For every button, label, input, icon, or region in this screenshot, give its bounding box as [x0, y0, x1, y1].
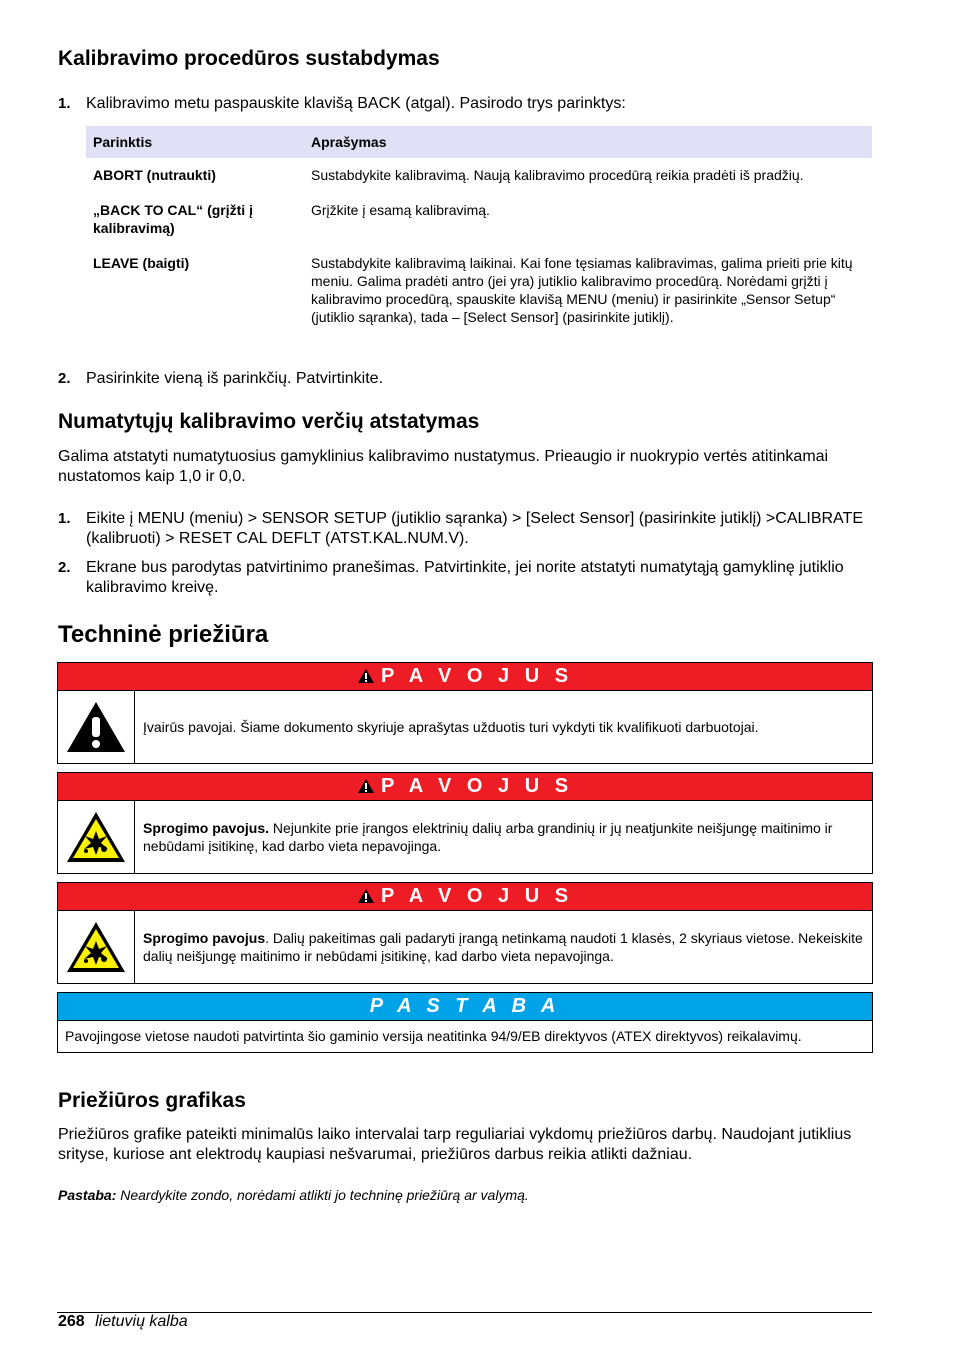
danger-label: P A V O J U S — [380, 775, 574, 797]
step-number: 2. — [58, 559, 71, 576]
table-header-option: Parinktis — [86, 126, 304, 158]
warning-triangle-icon — [357, 778, 375, 794]
danger-header — [58, 883, 872, 911]
danger-header — [58, 663, 872, 691]
step-number: 1. — [58, 95, 71, 112]
danger-text — [135, 911, 872, 983]
page-number: 268 — [58, 1313, 85, 1330]
table-row — [86, 193, 872, 246]
table-header-row — [86, 126, 872, 158]
step-text: Ekrane bus parodytas patvirtinimo pranešimas. Patvirtinkite, jei norite atstatyti numatytąją gamyklinę jutiklio kalibravimo kreivę. — [86, 559, 844, 596]
description-cell: Sustabdykite kalibravimą. Naują kalibravimo procedūrą reikia pradėti iš pradžių. — [311, 167, 804, 183]
danger-box — [57, 882, 873, 984]
danger-text-bold: Sprogimo pavojus — [143, 930, 266, 946]
warning-triangle-icon — [64, 699, 128, 755]
step-text: Pasirinkite vieną iš parinkčių. Patvirtinkite. — [86, 370, 384, 387]
step-number: 2. — [58, 370, 71, 387]
footer — [58, 1313, 188, 1331]
option-cell: „BACK TO CAL“ (grįžti į kalibravimą) — [93, 202, 253, 236]
warning-triangle-icon — [357, 668, 375, 684]
step-text: Eikite į MENU (meniu) > SENSOR SETUP (jutiklio sąranka) > [Select Sensor] (pasirinkite jutiklį) >CALIBRATE (kalibruoti) > RESET CAL DEFLT (ATST.KAL.NUM.V). — [86, 510, 863, 547]
table-row — [86, 158, 872, 193]
section-title-maintenance: Techninė priežiūra — [58, 621, 269, 648]
danger-header — [58, 773, 872, 801]
explosion-icon-cell — [58, 801, 135, 873]
danger-label: P A V O J U S — [380, 665, 574, 687]
section-intro: Galima atstatyti numatytuosius gamyklinius kalibravimo nustatymus. Prieaugio ir nuokrypio vertės atitinkamai nustatomos kaip 1,0 ir 0,0. — [58, 448, 829, 485]
maintenance-note — [58, 1186, 529, 1204]
danger-text-body: Nejunkite prie įrangos elektrinių dalių arba grandinių ir jų neatjunkite neišjungę maitinimo ir nebūdami įsitikinę, kad darbo vieta nepavojinga. — [143, 820, 833, 854]
general-warning-icon-cell — [58, 691, 135, 763]
danger-text: Įvairūs pavojai. Šiame dokumento skyriuje aprašytas užduotis turi vykdyti tik kvalifikuoti darbuotojai. — [143, 719, 759, 735]
explosion-icon-cell — [58, 911, 135, 983]
explosion-hazard-icon — [64, 809, 128, 865]
warning-triangle-icon — [357, 888, 375, 904]
step-number: 1. — [58, 510, 71, 527]
danger-text-body: . Dalių pakeitimas gali padaryti įrangą netinkamą naudoti 1 klasės, 2 skyriaus vietose. Nekeiskite dalių neišjungę maitinimo ir nebūdami įsitikinę, kad darbo vieta nepavojinga. — [143, 930, 863, 964]
danger-box — [57, 662, 873, 764]
note-label: Pastaba: — [58, 1187, 117, 1203]
option-cell: LEAVE (baigti) — [93, 255, 190, 271]
note-text: Pavojingose vietose naudoti patvirtinta šio gaminio versija neatitinka 94/9/EB direktyvos (ATEX direktyvos) reikalavimų. — [65, 1028, 802, 1044]
section-body: Priežiūros grafike pateikti minimalūs laiko intervalai tarp reguliariai vykdomų priežiūros darbų. Naudojant jutiklius srityse, kuriose ant elektrodų kaupiasi nešvarumai, priežiūros darbus reikia atlikti dažniau. — [58, 1126, 852, 1163]
description-cell: Grįžkite į esamą kalibravimą. — [311, 202, 490, 218]
danger-text-bold: Sprogimo pavojus. — [143, 820, 270, 836]
option-cell: ABORT (nutraukti) — [93, 167, 216, 183]
options-table — [86, 126, 872, 335]
note-box — [57, 992, 873, 1053]
explosion-hazard-icon — [64, 919, 128, 975]
danger-label: P A V O J U S — [380, 885, 574, 907]
note-body: Neardykite zondo, norėdami atlikti jo techninę priežiūrą ar valymą. — [116, 1187, 529, 1203]
danger-box — [57, 772, 873, 874]
step-text: Kalibravimo metu paspauskite klavišą BACK (atgal). Pasirodo trys parinktys: — [86, 95, 626, 112]
danger-text — [135, 801, 872, 873]
section-title-maintenance-schedule: Priežiūros grafikas — [58, 1089, 246, 1112]
footer-language: lietuvių kalba — [95, 1313, 188, 1330]
description-cell: Sustabdykite kalibravimą laikinai. Kai fone tęsiamas kalibravimas, galima prieiti prie kitų meniu. Galima pradėti antro (jei yra) jutiklio kalibravimo procedūrą. Norėdami grįžti į kalibravimo procedūrą, spauskite klavišą MENU (meniu) ir pasirinkite „Sensor Setup“ (jutiklio sąranka), tada – [Select Sensor] (pasirinkite jutiklį). — [311, 255, 853, 325]
note-header: P A S T A B A — [58, 993, 872, 1021]
table-row — [86, 246, 872, 335]
section-title-reset-calibration: Numatytųjų kalibravimo verčių atstatymas — [58, 410, 480, 433]
table-header-description: Aprašymas — [304, 126, 872, 158]
section-title-stop-calibration: Kalibravimo procedūros sustabdymas — [58, 47, 440, 70]
